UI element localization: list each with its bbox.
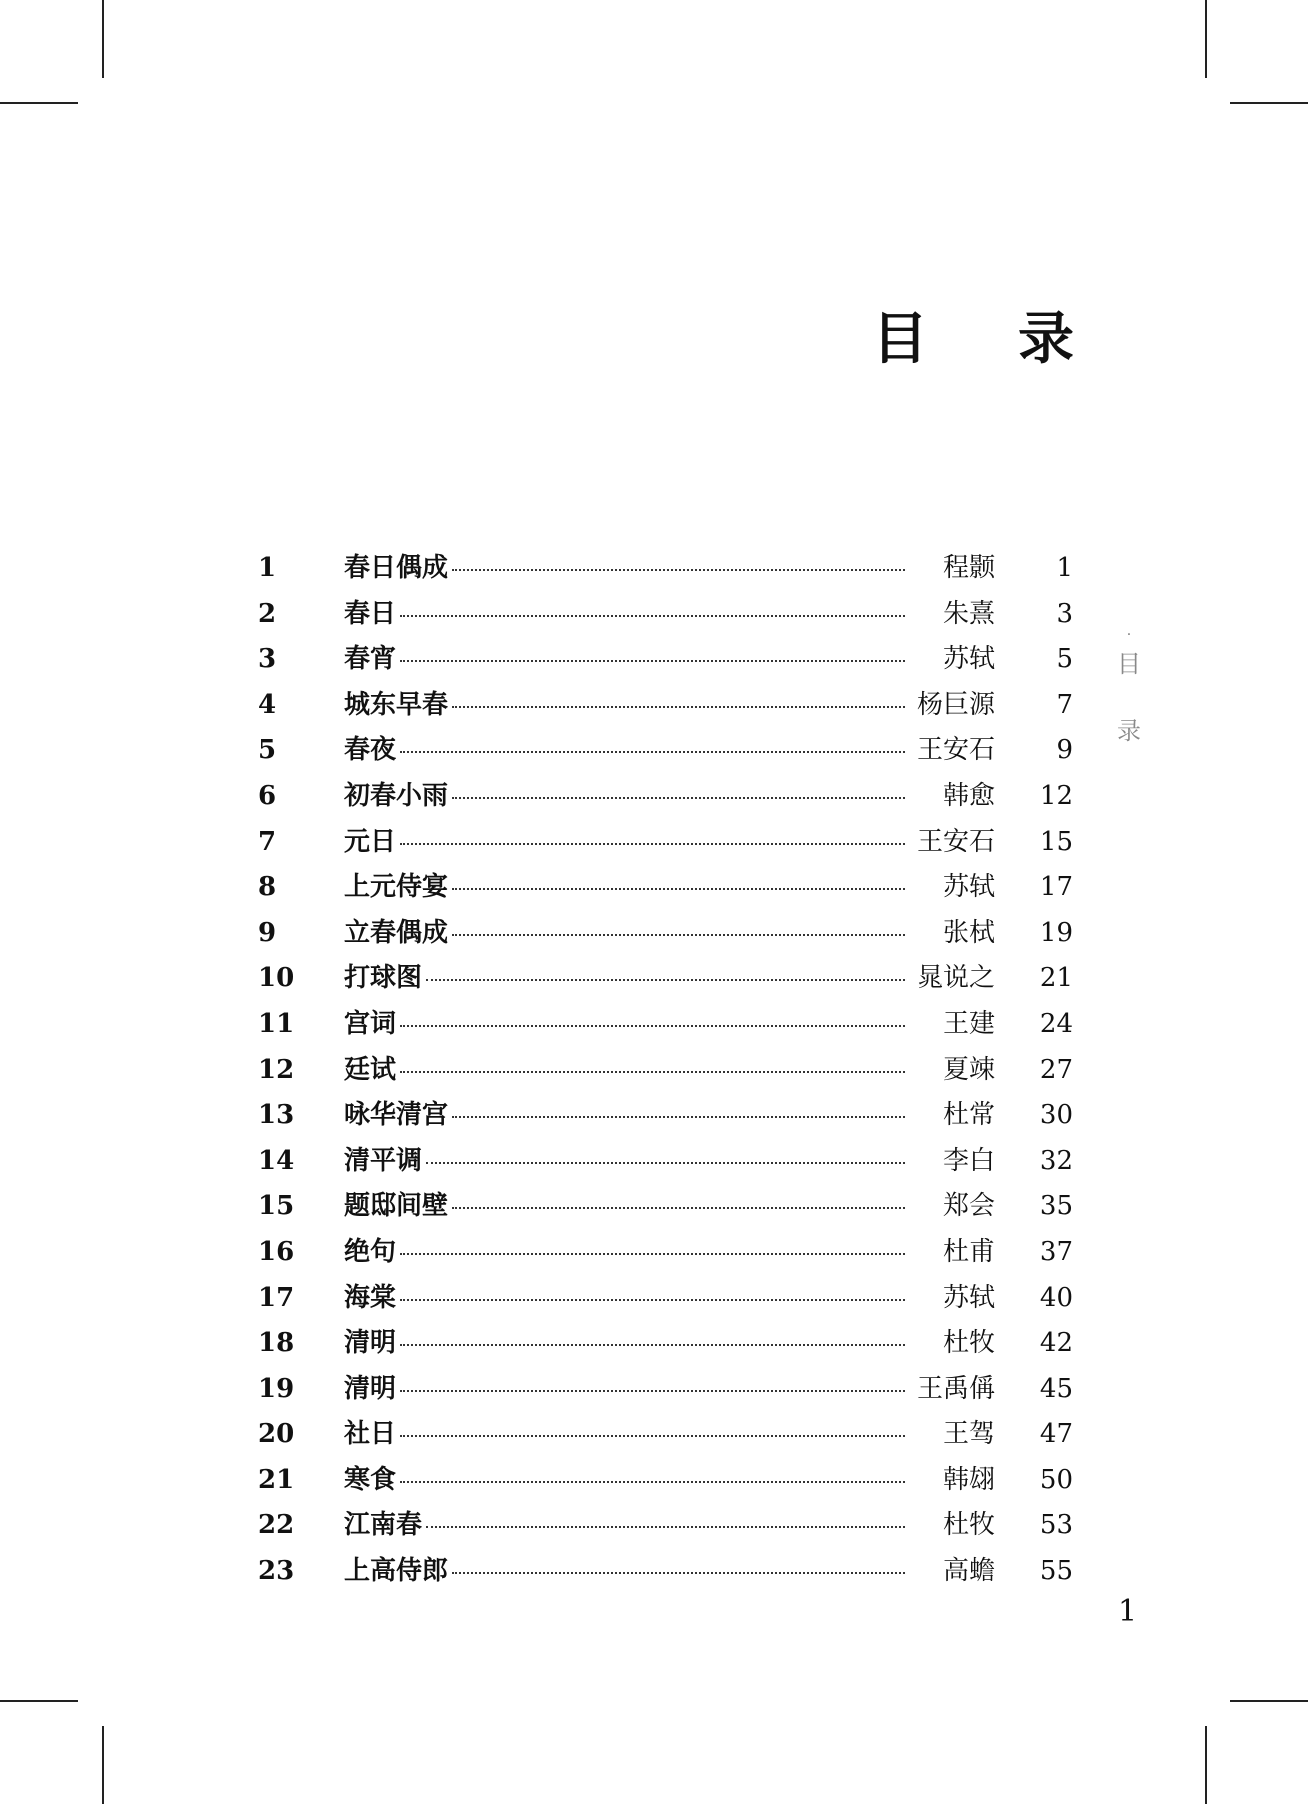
- toc-entry[interactable]: [258, 593, 1073, 639]
- toc-entry-page: 19: [1039, 917, 1073, 948]
- toc-entry-number: 13: [258, 1100, 295, 1131]
- toc-entry-author: 程颢: [942, 553, 995, 583]
- toc-entry-author: 晁说之: [916, 963, 995, 994]
- toc-entry-title: 题邸间壁: [344, 1191, 449, 1222]
- toc-entry-author: 韩翃: [942, 1464, 995, 1495]
- toc-leader-dots: [452, 934, 905, 936]
- toc-entry-number: 22: [258, 1510, 295, 1541]
- toc-entry-title: 寒食: [344, 1464, 397, 1495]
- toc-entry-title: 绝句: [344, 1236, 397, 1267]
- toc-entry-title: 春日: [344, 598, 397, 629]
- toc-entry-title: 立春偶成: [344, 917, 449, 948]
- toc-leader-dots: [452, 706, 905, 708]
- toc-entry-number: 14: [258, 1145, 295, 1176]
- toc-entry[interactable]: [258, 638, 1073, 684]
- toc-entry-page: 9: [1056, 735, 1073, 766]
- crop-mark-top-right-vertical: [1205, 0, 1207, 78]
- toc-entry-page: 32: [1039, 1145, 1073, 1176]
- page-title-char-1: 目: [872, 307, 928, 372]
- toc-leader-dots: [452, 1116, 905, 1118]
- toc-entry-author: 王安石: [916, 826, 995, 857]
- toc-entry-author: 苏轼: [942, 644, 995, 675]
- toc-entry-page: 40: [1039, 1282, 1073, 1313]
- toc-entry-number: 23: [258, 1556, 295, 1587]
- toc-leader-dots: [452, 1572, 905, 1574]
- page-title: [872, 307, 1074, 372]
- toc-entry-author: 夏竦: [942, 1054, 995, 1085]
- toc-entry-number: 4: [258, 689, 277, 720]
- toc-entry[interactable]: [258, 775, 1073, 821]
- toc-entry-number: 1: [258, 553, 277, 583]
- toc-entry-author: 杜牧: [942, 1328, 995, 1359]
- toc-entry-title: 清明: [344, 1328, 397, 1359]
- toc-entry-title: 海棠: [344, 1282, 397, 1313]
- toc-entry-author: 王建: [942, 1008, 995, 1039]
- toc-entry-title: 宫词: [344, 1008, 397, 1039]
- toc-leader-dots: [400, 1299, 905, 1301]
- toc-entry-title: 上元侍宴: [344, 872, 449, 903]
- toc-entry[interactable]: [258, 1550, 1073, 1596]
- toc-leader-dots: [452, 569, 905, 571]
- toc-entry-page: 24: [1039, 1008, 1073, 1039]
- crop-mark-top-left-vertical: [102, 0, 104, 78]
- toc-leader-dots: [400, 615, 905, 617]
- toc-entry-number: 21: [258, 1464, 295, 1495]
- toc-entry-number: 9: [258, 917, 277, 948]
- toc-leader-dots: [426, 979, 905, 981]
- side-label-char-1: 目: [1117, 650, 1141, 678]
- toc-entry-title: 城东早春: [344, 689, 449, 720]
- toc-entry-title: 上高侍郎: [344, 1556, 449, 1587]
- toc-leader-dots: [400, 1025, 905, 1027]
- toc-entry[interactable]: [258, 957, 1073, 1003]
- toc-entry-number: 15: [258, 1191, 295, 1222]
- toc-entry[interactable]: [258, 1185, 1073, 1231]
- toc-entry-number: 2: [258, 598, 277, 629]
- toc-leader-dots: [400, 843, 905, 845]
- toc-leader-dots: [400, 1390, 905, 1392]
- crop-mark-top-left-horizontal: [0, 102, 78, 104]
- toc-entry-author: 杨巨源: [916, 689, 995, 720]
- toc-entry-page: 5: [1056, 644, 1073, 675]
- toc-entry[interactable]: [258, 1140, 1073, 1186]
- toc-entry-page: 21: [1039, 963, 1073, 994]
- toc-entry[interactable]: [258, 1049, 1073, 1095]
- crop-mark-bottom-right-vertical: [1205, 1726, 1207, 1804]
- toc-leader-dots: [400, 1253, 905, 1255]
- toc-entry-page: 50: [1039, 1464, 1073, 1495]
- toc-entry-author: 王驾: [942, 1419, 995, 1450]
- toc-entry-title: 社日: [344, 1419, 397, 1450]
- toc-entry[interactable]: [258, 1504, 1073, 1550]
- toc-entry-page: 53: [1039, 1510, 1073, 1541]
- toc-entry-number: 6: [258, 780, 277, 811]
- toc-entry-page: 1: [1056, 553, 1073, 583]
- toc-entry-title: 初春小雨: [344, 780, 449, 811]
- toc-entry-page: 47: [1039, 1419, 1073, 1450]
- toc-entry-author: 王禹偁: [916, 1373, 995, 1404]
- toc-leader-dots: [400, 1344, 905, 1346]
- toc-leader-dots: [400, 751, 905, 753]
- toc-entry-page: 3: [1056, 598, 1073, 629]
- page-number: 1: [1118, 1594, 1138, 1629]
- toc-leader-dots: [426, 1162, 905, 1164]
- toc-entry[interactable]: [258, 1003, 1073, 1049]
- toc-entry[interactable]: [258, 1322, 1073, 1368]
- toc-entry-title: 廷试: [344, 1054, 397, 1085]
- toc-entry[interactable]: [258, 1277, 1073, 1323]
- toc-entry[interactable]: [258, 912, 1073, 958]
- crop-mark-bottom-left-vertical: [102, 1726, 104, 1804]
- toc-entry-page: 17: [1039, 872, 1073, 903]
- toc-entry-title: 江南春: [344, 1510, 423, 1541]
- crop-mark-top-right-horizontal: [1230, 102, 1308, 104]
- toc-entry-page: 27: [1039, 1054, 1073, 1085]
- crop-mark-bottom-right-horizontal: [1230, 1700, 1308, 1702]
- side-running-label: [1116, 628, 1142, 746]
- toc-entry-number: 5: [258, 735, 277, 766]
- toc-entry-page: 15: [1039, 826, 1073, 857]
- toc-entry-page: 7: [1056, 689, 1073, 720]
- toc-entry-page: 45: [1039, 1373, 1073, 1404]
- toc-entry-author: 杜牧: [942, 1510, 995, 1541]
- toc-entry[interactable]: [258, 729, 1073, 775]
- toc-entry-number: 17: [258, 1282, 295, 1313]
- toc-entry-number: 18: [258, 1328, 295, 1359]
- toc-entry-author: 韩愈: [942, 780, 995, 811]
- toc-entry[interactable]: [258, 1231, 1073, 1277]
- toc-entry-title: 春日偶成: [344, 553, 449, 583]
- toc-entry-page: 12: [1039, 780, 1073, 811]
- toc-entry-title: 春夜: [344, 735, 397, 766]
- toc-leader-dots: [452, 888, 905, 890]
- toc-entry[interactable]: [258, 1368, 1073, 1414]
- toc-entry-author: 苏轼: [942, 872, 995, 903]
- toc-entry-page: 30: [1039, 1100, 1073, 1131]
- crop-mark-bottom-left-horizontal: [0, 1700, 78, 1702]
- toc-entry-number: 8: [258, 872, 277, 903]
- toc-leader-dots: [452, 1207, 905, 1209]
- toc-entry-author: 郑会: [942, 1191, 995, 1222]
- toc-entry-title: 清平调: [344, 1145, 423, 1176]
- toc-entry[interactable]: [258, 547, 1073, 593]
- toc-entry-author: 苏轼: [942, 1282, 995, 1313]
- side-dot-icon: ·: [1126, 627, 1132, 643]
- toc-entry-page: 42: [1039, 1328, 1073, 1359]
- toc-entry[interactable]: [258, 1413, 1073, 1459]
- toc-entry-title: 春宵: [344, 644, 397, 675]
- toc-entry-number: 3: [258, 644, 277, 675]
- page-title-char-2: 录: [1018, 307, 1074, 372]
- toc-entry-title: 咏华清宫: [344, 1100, 449, 1131]
- toc-leader-dots: [400, 660, 905, 662]
- toc-entry[interactable]: [258, 821, 1073, 867]
- toc-entry-author: 杜常: [942, 1100, 995, 1131]
- toc-entry-number: 12: [258, 1054, 295, 1085]
- toc-entry[interactable]: [258, 1459, 1073, 1505]
- toc-entry-author: 朱熹: [942, 598, 995, 629]
- toc-entry-number: 10: [258, 963, 295, 994]
- toc-entry-page: 55: [1039, 1556, 1073, 1587]
- toc-entry-author: 杜甫: [942, 1236, 995, 1267]
- toc-entry-title: 打球图: [344, 963, 423, 994]
- toc-entry-title: 清明: [344, 1373, 397, 1404]
- toc-leader-dots: [452, 797, 905, 799]
- toc-entry-number: 16: [258, 1236, 295, 1267]
- toc-leader-dots: [400, 1481, 905, 1483]
- toc-entry-author: 张栻: [942, 917, 995, 948]
- table-of-contents: [258, 547, 1073, 1596]
- toc-entry-number: 20: [258, 1419, 295, 1450]
- toc-leader-dots: [426, 1526, 905, 1528]
- toc-entry-author: 王安石: [916, 735, 995, 766]
- toc-entry[interactable]: [258, 866, 1073, 912]
- side-label-char-2: 录: [1117, 717, 1141, 745]
- toc-entry[interactable]: [258, 684, 1073, 730]
- toc-entry-author: 高蟾: [942, 1556, 995, 1587]
- toc-entry-number: 7: [258, 826, 277, 857]
- toc-entry-page: 37: [1039, 1236, 1073, 1267]
- toc-entry-title: 元日: [344, 826, 397, 857]
- toc-entry-page: 35: [1039, 1191, 1073, 1222]
- toc-leader-dots: [400, 1435, 905, 1437]
- toc-entry[interactable]: [258, 1094, 1073, 1140]
- toc-entry-author: 李白: [942, 1145, 995, 1176]
- toc-entry-number: 11: [258, 1008, 295, 1039]
- toc-leader-dots: [400, 1071, 905, 1073]
- toc-entry-number: 19: [258, 1373, 295, 1404]
